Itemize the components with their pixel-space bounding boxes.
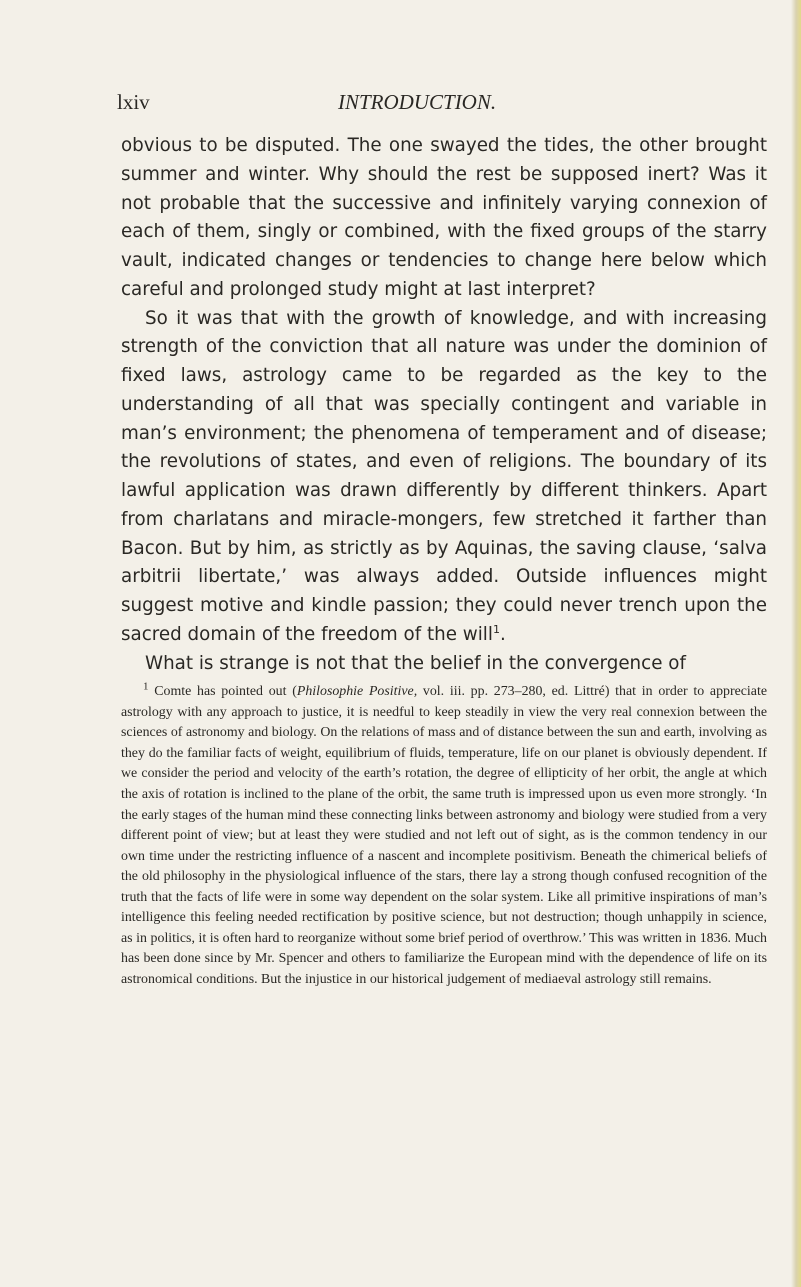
paragraph-2 xyxy=(121,305,767,650)
paragraph-2-end: . xyxy=(499,623,506,645)
footnote-text-start: Comte has pointed out ( xyxy=(154,684,297,700)
footnote-text-rest: vol. iii. pp. 273–280, ed. Littré) that in order to appreciate astrology with any approach to justice, it is needful to keep steadily in view the very real connexion between the sciences of astronomy and biology. On the relations of mass and of distance between the sun and earth, involving as they do the familiar facts of weight, equilibrium of fluids, temperature, life on our planet is obviously dependent. If we consider the period and velocity of the earth’s rotation, the degree of ellipticity of her orbit, the angle at which the axis of rotation is inclined to the plane of the orbit, the same truth is impressed upon us even more strongly. ‘In the early stages of the human mind these connecting links between astronomy and biology were studied from a very different point of view; but at least they were studied and not left out of sight, as is the common tendency in our own time under the restricting influence of a nascent and incomplete positivism. Beneath the chimerical beliefs of the old philosophy in the physiological influence of the stars, there lay a strong though confused recognition of the truth that the facts of life were in some way dependent on the solar system. Like all primitive inspirations of man’s intelligence this feeling needed rectification by positive science, but not destruction; though unhappily in science, as in politics, it is often hard to reorganize without some brief period of overthrow.’ This was written in 1836. Much has been done since by Mr. Spencer and others to familiarize the European mind with the dependence of life on its astronomical conditions. But the injustice in our historical judgement of mediaeval astrology still remains. xyxy=(121,684,767,987)
footnote-book-title: Philosophie Positive, xyxy=(296,684,418,700)
page-edge-shadow xyxy=(791,0,801,1287)
page-number: lxiv xyxy=(117,90,150,114)
book-page xyxy=(117,90,767,990)
paragraph-3: What is strange is not that the belief in the convergence of xyxy=(145,652,686,674)
footnote-reference: 1 xyxy=(492,622,500,636)
footnote xyxy=(121,682,767,990)
paragraph-1: obvious to be disputed. The one swayed the tides, the other brought summer and winter. Why should the rest be supposed inert? Was it not probable that the successive and infinitely varying connexion of each of them, singly or combined, with the fixed groups of the starry vault, indicated changes or tendencies to change here below which careful and prolonged study might at last interpret? xyxy=(121,135,767,300)
paragraph-2-text: So it was that with the growth of knowledge, and with increasing strength of the conviction that all nature was under the dominion of fixed laws, astrology came to be regarded as the key to the understanding of all that was specially contingent and variable in man’s environment; the phenomena of temperament and of disease; the revolutions of states, and even of religions. The boundary of its lawful application was drawn differently by different thinkers. Apart from charlatans and miracle-mongers, few stretched it farther than Bacon. But by him, as strictly as by Aquinas, the saving clause, ‘salva arbitrii libertate,’ was always added. Outside influences might suggest motive and kindle passion; they could never trench upon the sacred domain of the freedom of the will xyxy=(121,307,767,645)
body-text xyxy=(121,132,767,678)
running-head xyxy=(117,90,767,122)
footnote-marker: 1 xyxy=(143,680,149,693)
running-title: INTRODUCTION. xyxy=(338,90,497,114)
